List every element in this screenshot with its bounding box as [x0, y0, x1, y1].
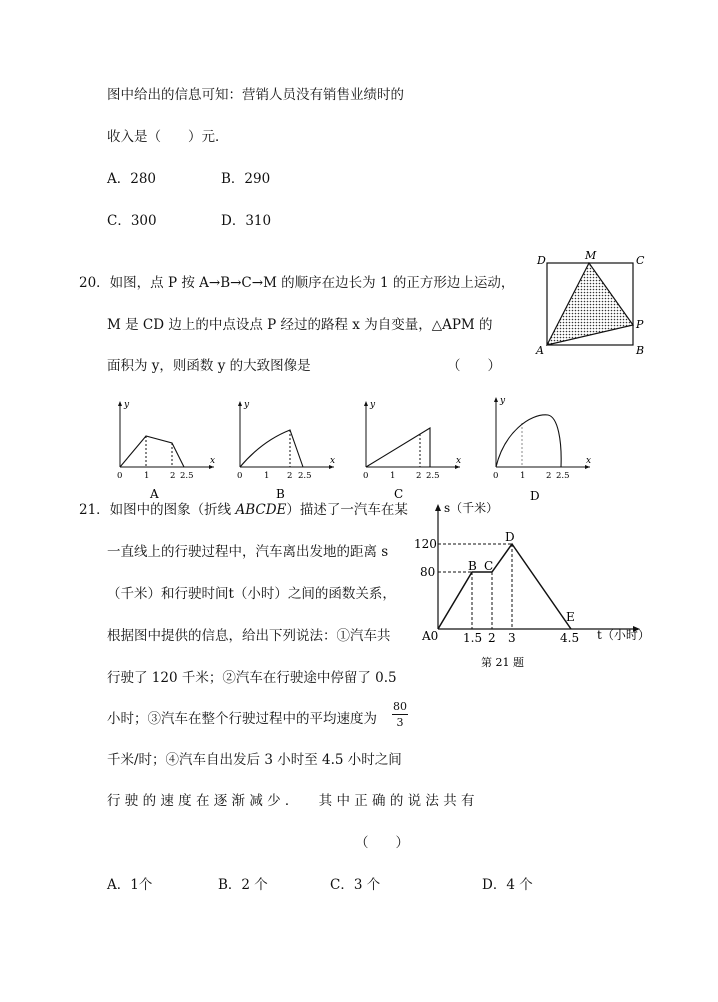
svg-text:1: 1	[144, 471, 150, 481]
label-p: P	[636, 318, 644, 331]
svg-text:1: 1	[520, 471, 526, 481]
svg-text:E: E	[566, 610, 575, 624]
svg-text:1: 1	[390, 471, 396, 481]
svg-text:1.5: 1.5	[463, 631, 483, 645]
svg-text:2: 2	[170, 471, 176, 481]
q20-square-figure	[532, 246, 657, 361]
q20-line1: 20．如图，点 P 按 A→B→C→M 的顺序在边长为 1 的正方形边上运动，	[79, 275, 515, 291]
svg-text:2: 2	[287, 471, 293, 481]
q19-line1: 图中给出的信息可知：营销人员没有销售业绩时的	[107, 87, 404, 103]
svg-text:0: 0	[237, 471, 243, 481]
svg-text:t（小时）: t（小时）	[597, 628, 650, 642]
svg-text:4.5: 4.5	[560, 631, 580, 645]
svg-text:120: 120	[414, 537, 437, 551]
svg-text:y: y	[370, 400, 376, 410]
q19-option-c: C．300	[107, 213, 157, 229]
label-d: D	[537, 254, 546, 267]
q19-line2: 收入是（ ）元．	[107, 129, 229, 145]
label-c: C	[636, 254, 645, 267]
q20-graph-a	[112, 397, 222, 507]
polyline-abcde	[438, 544, 571, 629]
q20-graph-c	[358, 397, 468, 507]
q20-line3: 面积为 y，则函数 y 的大致图像是	[107, 358, 311, 374]
q19-option-a: A．280	[107, 171, 157, 187]
svg-text:0: 0	[117, 471, 123, 481]
svg-text:x: x	[456, 456, 462, 466]
svg-text:2.5: 2.5	[298, 471, 312, 481]
svg-text:D: D	[505, 530, 515, 544]
svg-text:2.5: 2.5	[426, 471, 440, 481]
svg-text:y: y	[244, 400, 250, 410]
svg-text:0: 0	[363, 471, 369, 481]
q21-answer-paren: （ ）	[355, 835, 409, 851]
svg-text:A0: A0	[422, 629, 439, 643]
svg-text:2: 2	[488, 631, 496, 645]
svg-text:C: C	[484, 559, 494, 573]
q21-line7: 千米/时；④汽车自出发后 3 小时至 4.5 小时之间	[107, 752, 402, 768]
graph-b-caption: B	[276, 487, 285, 501]
svg-text:x: x	[330, 456, 336, 466]
label-b: B	[636, 344, 645, 357]
q21-option-c: C．3 个	[330, 877, 381, 893]
q21-option-d: D．4 个	[482, 877, 533, 893]
q20-line2: M 是 CD 边上的中点设点 P 经过的路程 x 为自变量，△APM 的	[107, 317, 493, 333]
svg-text:3: 3	[508, 631, 516, 645]
q20-answer-paren: （ ）	[447, 358, 501, 374]
svg-text:B: B	[468, 559, 477, 573]
graph-d-caption: D	[530, 489, 540, 503]
graph-c-caption: C	[394, 487, 404, 501]
average-speed-fraction: 80 3	[393, 700, 407, 729]
svg-text:y: y	[500, 396, 506, 406]
q21-line8: 行 驶 的 速 度 在 逐 渐 减 少 ． 其 中 正 确 的 说 法 共 有	[107, 793, 475, 809]
svg-text:s（千米）: s（千米）	[444, 501, 499, 515]
graph-a-caption: A	[150, 487, 159, 501]
svg-text:y: y	[124, 400, 130, 410]
q21-line4: 根据图中提供的信息，给出下列说法：①汽车共	[107, 628, 391, 644]
q21-distance-time-graph	[414, 496, 664, 671]
svg-text:1: 1	[264, 471, 270, 481]
svg-text:x: x	[210, 456, 216, 466]
q21-figure-caption: 第 21 题	[481, 656, 524, 669]
q21-option-a: A．1个	[107, 877, 153, 893]
q21-option-b: B．2 个	[218, 877, 268, 893]
label-a: A	[536, 344, 544, 357]
svg-text:2: 2	[546, 471, 552, 481]
q20-graph-b	[232, 397, 342, 507]
q21-line5: 行驶了 120 千米；②汽车在行驶途中停留了 0.5	[107, 670, 397, 686]
svg-text:2.5: 2.5	[180, 471, 194, 481]
svg-text:x: x	[586, 456, 592, 466]
triangle-apm	[547, 263, 633, 345]
svg-text:2: 2	[416, 471, 422, 481]
q21-line6: 小时；③汽车在整个行驶过程中的平均速度为	[107, 711, 377, 727]
q19-option-d: D．310	[221, 213, 272, 229]
q21-line1: 21．如图中的图象（折线 ABCDE）描述了一汽车在某	[79, 502, 408, 518]
q20-graph-d	[488, 393, 598, 507]
q19-option-b: B．290	[221, 171, 271, 187]
q21-line3: （千米）和行驶时间t（小时）之间的函数关系，	[107, 586, 396, 602]
svg-text:0: 0	[493, 471, 499, 481]
q21-line2: 一直线上的行驶过程中，汽车离出发地的距离 s	[107, 544, 389, 560]
svg-text:2.5: 2.5	[556, 471, 570, 481]
svg-text:80: 80	[420, 565, 436, 579]
label-m: M	[585, 249, 597, 262]
